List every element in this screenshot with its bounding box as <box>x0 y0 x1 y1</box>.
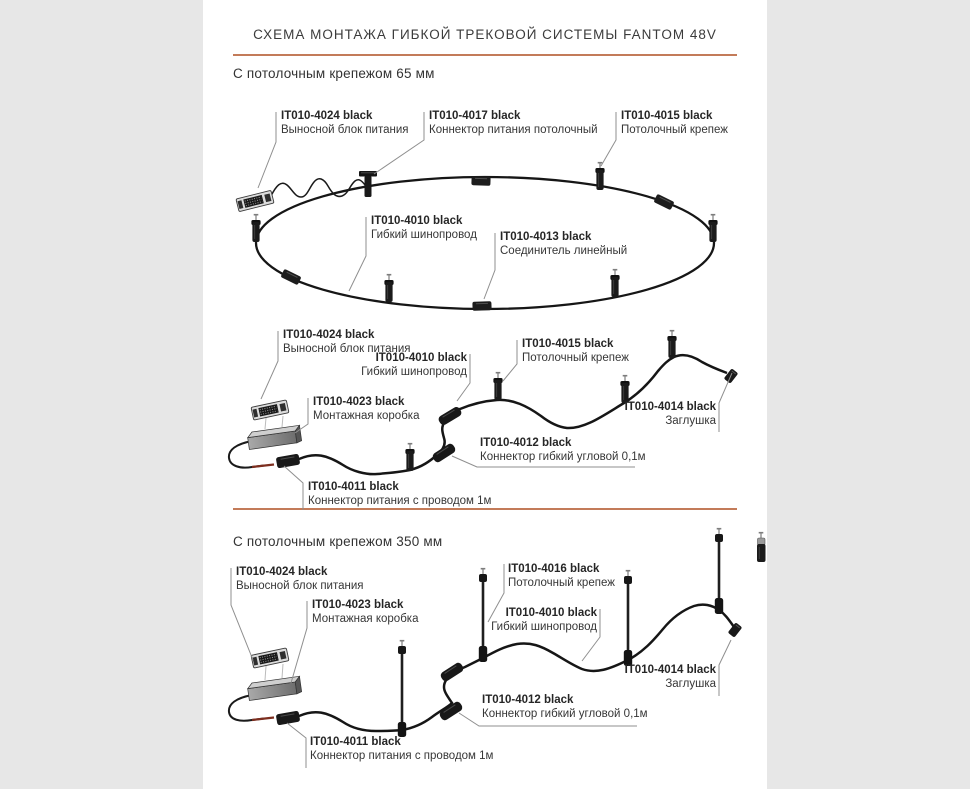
part-code: IT010-4010 black <box>371 215 463 227</box>
linear-connector <box>280 269 301 285</box>
label-end-cap <box>625 663 716 691</box>
part-desc: Выносной блок питания <box>283 343 411 355</box>
part-code: IT010-4023 black <box>312 599 404 611</box>
part-desc: Коннектор гибкий угловой 0,1м <box>480 451 646 463</box>
part-code: IT010-4014 black <box>624 401 716 413</box>
ceiling-mount-65-icon <box>610 269 619 297</box>
part-code: IT010-4024 black <box>283 329 375 341</box>
part-desc: Коннектор гибкий угловой 0,1м <box>482 708 648 720</box>
pendant-mount-350 <box>479 568 487 662</box>
label-mounting-box <box>312 598 418 626</box>
linear-connector <box>653 194 674 210</box>
guide-line <box>282 664 283 678</box>
part-code: IT010-4016 black <box>508 563 600 575</box>
part-desc: Заглушка <box>665 678 716 690</box>
part-code: IT010-4014 black <box>624 664 716 676</box>
label-remote-psu <box>281 109 409 137</box>
part-code: IT010-4024 black <box>281 110 373 122</box>
power-feed-connector <box>276 454 301 469</box>
ceiling-mount-65-icon <box>405 443 414 471</box>
ceiling-mount-65-icon <box>493 372 502 400</box>
part-code: IT010-4017 black <box>429 110 521 122</box>
label-power-feed-connector <box>310 735 493 763</box>
part-desc: Монтажная коробка <box>313 410 420 422</box>
part-desc: Гибкий шинопровод <box>361 366 467 378</box>
label-flex-track <box>491 606 597 634</box>
part-code: IT010-4011 black <box>310 736 401 748</box>
linear-connector <box>471 176 490 186</box>
power-wire-red <box>252 718 274 721</box>
guide-line <box>282 416 283 427</box>
label-mounting-box <box>313 395 419 423</box>
ring-track <box>256 177 714 309</box>
label-flex-track <box>361 351 467 379</box>
part-desc: Заглушка <box>665 415 716 427</box>
ceiling-mount-65-icon <box>384 274 393 302</box>
part-desc: Соединитель линейный <box>500 245 628 257</box>
part-code: IT010-4010 black <box>375 352 467 364</box>
section-heading-350mm: С потолочным крепежом 350 мм <box>233 534 443 549</box>
part-code: IT010-4023 black <box>313 396 405 408</box>
end-cap <box>728 622 743 637</box>
corner-connector <box>437 406 463 427</box>
mounting-box <box>247 425 302 449</box>
part-code: IT010-4024 black <box>236 566 328 578</box>
label-end-cap <box>625 400 716 428</box>
part-code: IT010-4015 black <box>621 110 713 122</box>
part-desc: Коннектор питания с проводом 1м <box>308 495 492 507</box>
part-code: IT010-4015 black <box>522 338 614 350</box>
label-ceiling-mount <box>522 337 629 365</box>
linear-connector <box>472 301 491 311</box>
part-desc: Выносной блок питания <box>281 124 409 136</box>
part-code: IT010-4011 black <box>308 481 399 493</box>
label-corner-connector <box>482 693 648 721</box>
part-desc: Коннектор питания потолочный <box>429 124 598 136</box>
detached-mount-piece <box>757 532 766 562</box>
part-desc: Потолочный крепеж <box>522 352 629 364</box>
label-power-feed-connector <box>308 480 491 508</box>
part-desc: Выносной блок питания <box>236 580 364 592</box>
label-linear-connector <box>500 230 627 258</box>
label-ceiling-mount <box>621 109 728 137</box>
part-code: IT010-4013 black <box>500 231 592 243</box>
part-code: IT010-4012 black <box>480 437 572 449</box>
pendant-mount-350 <box>715 528 723 614</box>
label-ceiling-power-connector <box>429 109 598 137</box>
pendant-mount-350 <box>398 640 406 737</box>
label-corner-connector <box>480 436 646 464</box>
page-title: СХЕМА МОНТАЖА ГИБКОЙ ТРЕКОВОЙ СИСТЕМЫ FANTOM 48V <box>253 27 717 42</box>
part-desc: Потолочный крепеж <box>621 124 728 136</box>
section-heading-65mm: С потолочным крепежом 65 мм <box>233 66 435 81</box>
pendant-mount-350 <box>624 570 632 666</box>
power-supply-unit <box>236 190 274 211</box>
part-desc: Монтажная коробка <box>312 613 419 625</box>
part-code: IT010-4012 black <box>482 694 574 706</box>
label-ceiling-mount <box>508 562 615 590</box>
part-code: IT010-4010 black <box>505 607 597 619</box>
part-desc: Гибкий шинопровод <box>491 621 597 633</box>
ceiling-mount-65-icon <box>708 214 717 242</box>
mounting-box <box>247 676 302 700</box>
corner-connector <box>439 661 465 682</box>
part-desc: Потолочный крепеж <box>508 577 615 589</box>
power-wire-red <box>252 465 274 468</box>
guide-line <box>265 666 266 680</box>
part-desc: Коннектор питания с проводом 1м <box>310 750 494 762</box>
label-remote-psu <box>236 565 364 593</box>
ceiling-mount-65-icon <box>620 375 629 403</box>
part-desc: Гибкий шинопровод <box>371 229 477 241</box>
ceiling-mount-65-icon <box>667 330 676 358</box>
ceiling-mount-65-icon <box>595 162 604 190</box>
ceiling-mount-65-icon <box>251 214 260 242</box>
label-flex-track <box>371 214 477 242</box>
guide-line <box>265 418 266 429</box>
